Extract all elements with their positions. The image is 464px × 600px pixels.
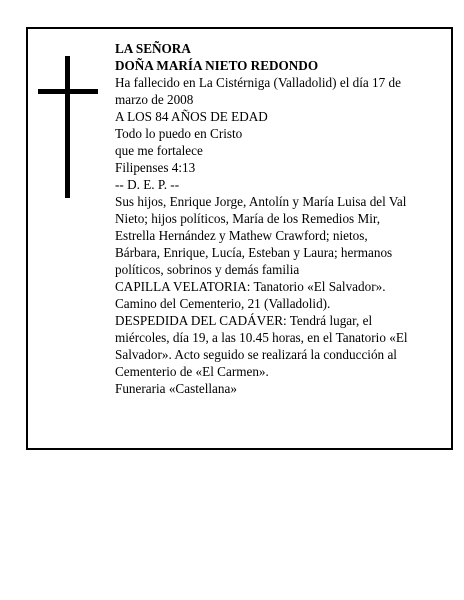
cross-horizontal-bar (38, 89, 98, 94)
cross-vertical-bar (65, 56, 70, 198)
death-info: Ha fallecido en La Cistérniga (Valladolid) el día 17 de marzo de 2008 (115, 75, 401, 107)
quote-line1: Todo lo puedo en Cristo (115, 126, 243, 141)
chapel-line2: Camino del Cementerio, 21 (Valladolid). (115, 296, 331, 311)
family-list: Sus hijos, Enrique Jorge, Antolín y María Luisa del Val Nieto; hijos políticos, María de los Remedios Mir, Estrella Hernández y Mathew Crawford; nietos, Bárbara, Enrique, Lucía, Esteban y Laura; hermanos políticos, sobrinos y demás familia (115, 194, 407, 277)
deceased-name: DOÑA MARÍA NIETO REDONDO (115, 58, 319, 73)
chapel-line1: CAPILLA VELATORIA: Tanatorio «El Salvador». (115, 279, 386, 294)
funeral-home: Funeraria «Castellana» (115, 381, 237, 396)
farewell-info: DESPEDIDA DEL CADÁVER: Tendrá lugar, el miércoles, día 19, a las 10.45 horas, en el Tanatorio «El Salvador». Acto seguido se realizará la conducción al Cementerio de «El Carmen». (115, 313, 408, 379)
quote-reference: Filipenses 4:13 (115, 160, 196, 175)
rip-line: -- D. E. P. -- (115, 177, 180, 192)
cross-icon (38, 56, 98, 198)
obituary-notice (26, 27, 453, 450)
quote-line2: que me fortalece (115, 143, 203, 158)
notice-text (115, 40, 415, 397)
age-line: A LOS 84 AÑOS DE EDAD (115, 109, 268, 124)
notice-title-line1: LA SEÑORA (115, 41, 191, 56)
